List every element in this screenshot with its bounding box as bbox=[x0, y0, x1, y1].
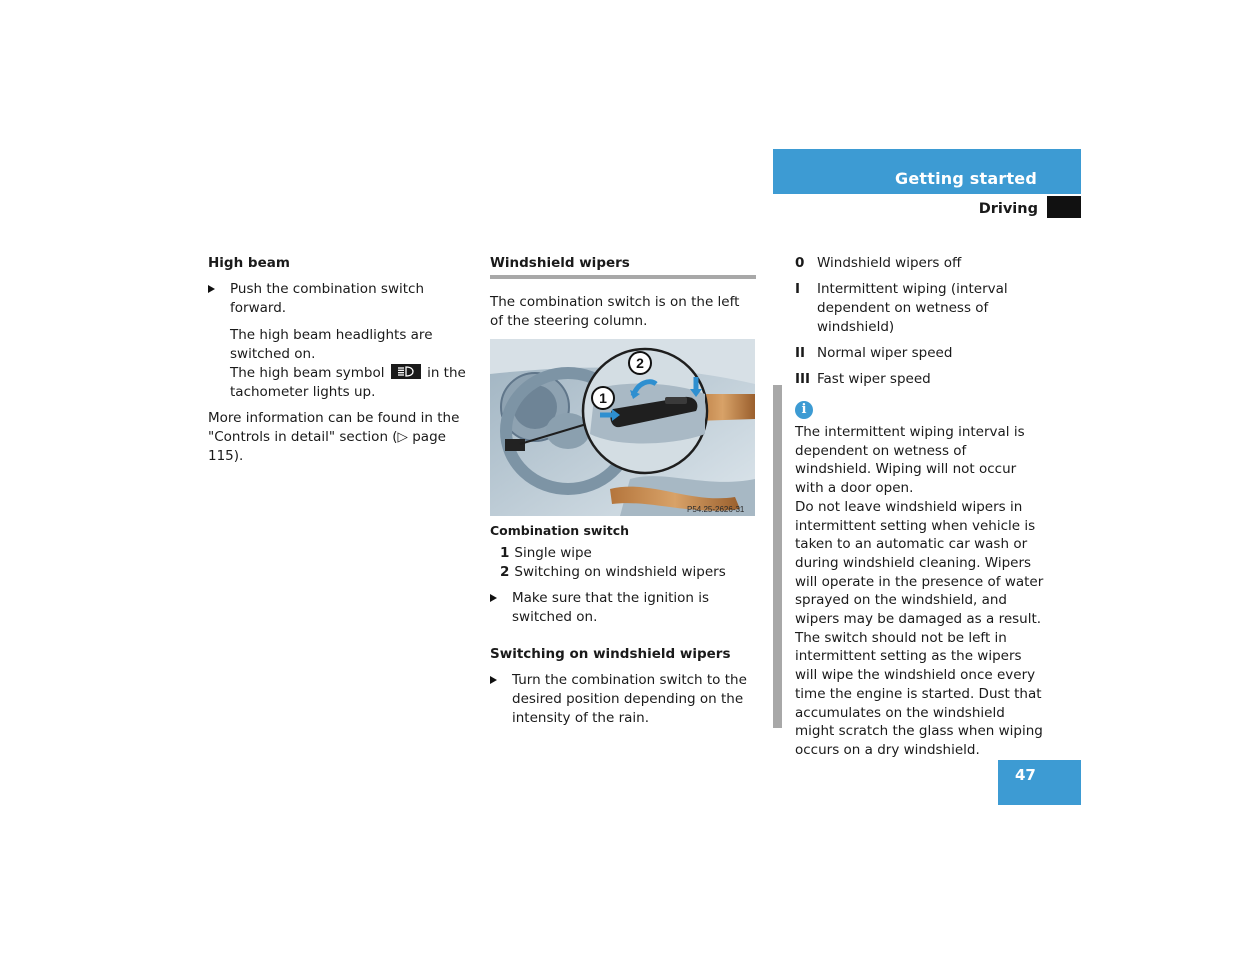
info-paragraph: The switch should not be left in intermittent setting as the wipers will wipe the windshield once every time the engine is started. Dust that accumulates on the windshield might scratch the glass when wiping occurs on a dry windshield. bbox=[795, 629, 1043, 758]
legend-item: 2 Switching on windshield wipers bbox=[500, 564, 726, 580]
position-row: III Fast wiper speed bbox=[795, 371, 931, 387]
combination-switch-figure bbox=[490, 339, 755, 516]
subsection-title: Driving bbox=[978, 201, 1038, 217]
info-paragraph: The intermittent wiping interval is dependent on wetness of windshield. Wiping will not occur with a door open. bbox=[795, 424, 1025, 497]
column-high-beam bbox=[208, 254, 476, 466]
bullet-triangle-icon bbox=[208, 285, 215, 293]
switching-on-heading: Switching on windshield wipers bbox=[490, 646, 731, 662]
steering-wheel-illustration bbox=[490, 339, 755, 516]
page-number: 47 bbox=[1015, 766, 1036, 784]
page-number-box bbox=[998, 760, 1081, 805]
column-windshield-wipers bbox=[490, 254, 756, 728]
section-title: Getting started bbox=[895, 169, 1037, 188]
info-icon: i bbox=[795, 401, 813, 419]
high-beam-result: The high beam headlights are switched on. The high beam symbol in the tachometer lights up. bbox=[230, 327, 466, 400]
callout-1: 1 bbox=[599, 390, 607, 406]
figure-caption: Combination switch bbox=[490, 523, 630, 538]
figure-legend bbox=[490, 544, 756, 582]
subsection-marker bbox=[1047, 196, 1081, 218]
info-paragraph: Do not leave windshield wipers in intermittent setting when vehicle is taken to an automatic car wash or during windshield cleaning. Wipers will operate in the presence of water sprayed on the windshield, and wipers may be damaged as a result. bbox=[795, 498, 1044, 628]
bullet-triangle-icon bbox=[490, 594, 497, 602]
high-beam-step: Push the combination switch forward. bbox=[208, 280, 476, 318]
high-beam-heading: High beam bbox=[208, 255, 290, 271]
info-box bbox=[795, 401, 1045, 760]
info-side-bar bbox=[773, 385, 782, 728]
position-row: 0 Windshield wipers off bbox=[795, 255, 962, 271]
figure-code: P54.25-2626-31 bbox=[687, 505, 745, 514]
callout-2: 2 bbox=[636, 355, 644, 371]
high-beam-symbol-icon bbox=[391, 364, 421, 379]
column-wiper-positions bbox=[795, 254, 1045, 760]
wipers-heading: Windshield wipers bbox=[490, 254, 756, 279]
turn-switch-step: Turn the combination switch to the desired position depending on the intensity of the rain. bbox=[490, 671, 756, 728]
wipers-intro: The combination switch is on the left of the steering column. bbox=[490, 294, 740, 329]
position-row: II Normal wiper speed bbox=[795, 345, 953, 361]
position-row: I Intermittent wiping (interval dependent on wetness of windshield) bbox=[795, 281, 1008, 335]
bullet-triangle-icon bbox=[490, 676, 497, 684]
ignition-step: Make sure that the ignition is switched on. bbox=[490, 589, 756, 627]
legend-item: 1 Single wipe bbox=[500, 545, 592, 561]
more-info-text: More information can be found in the "Controls in detail" section (▷ page 115). bbox=[208, 410, 460, 464]
section-header-bar bbox=[773, 149, 1081, 194]
